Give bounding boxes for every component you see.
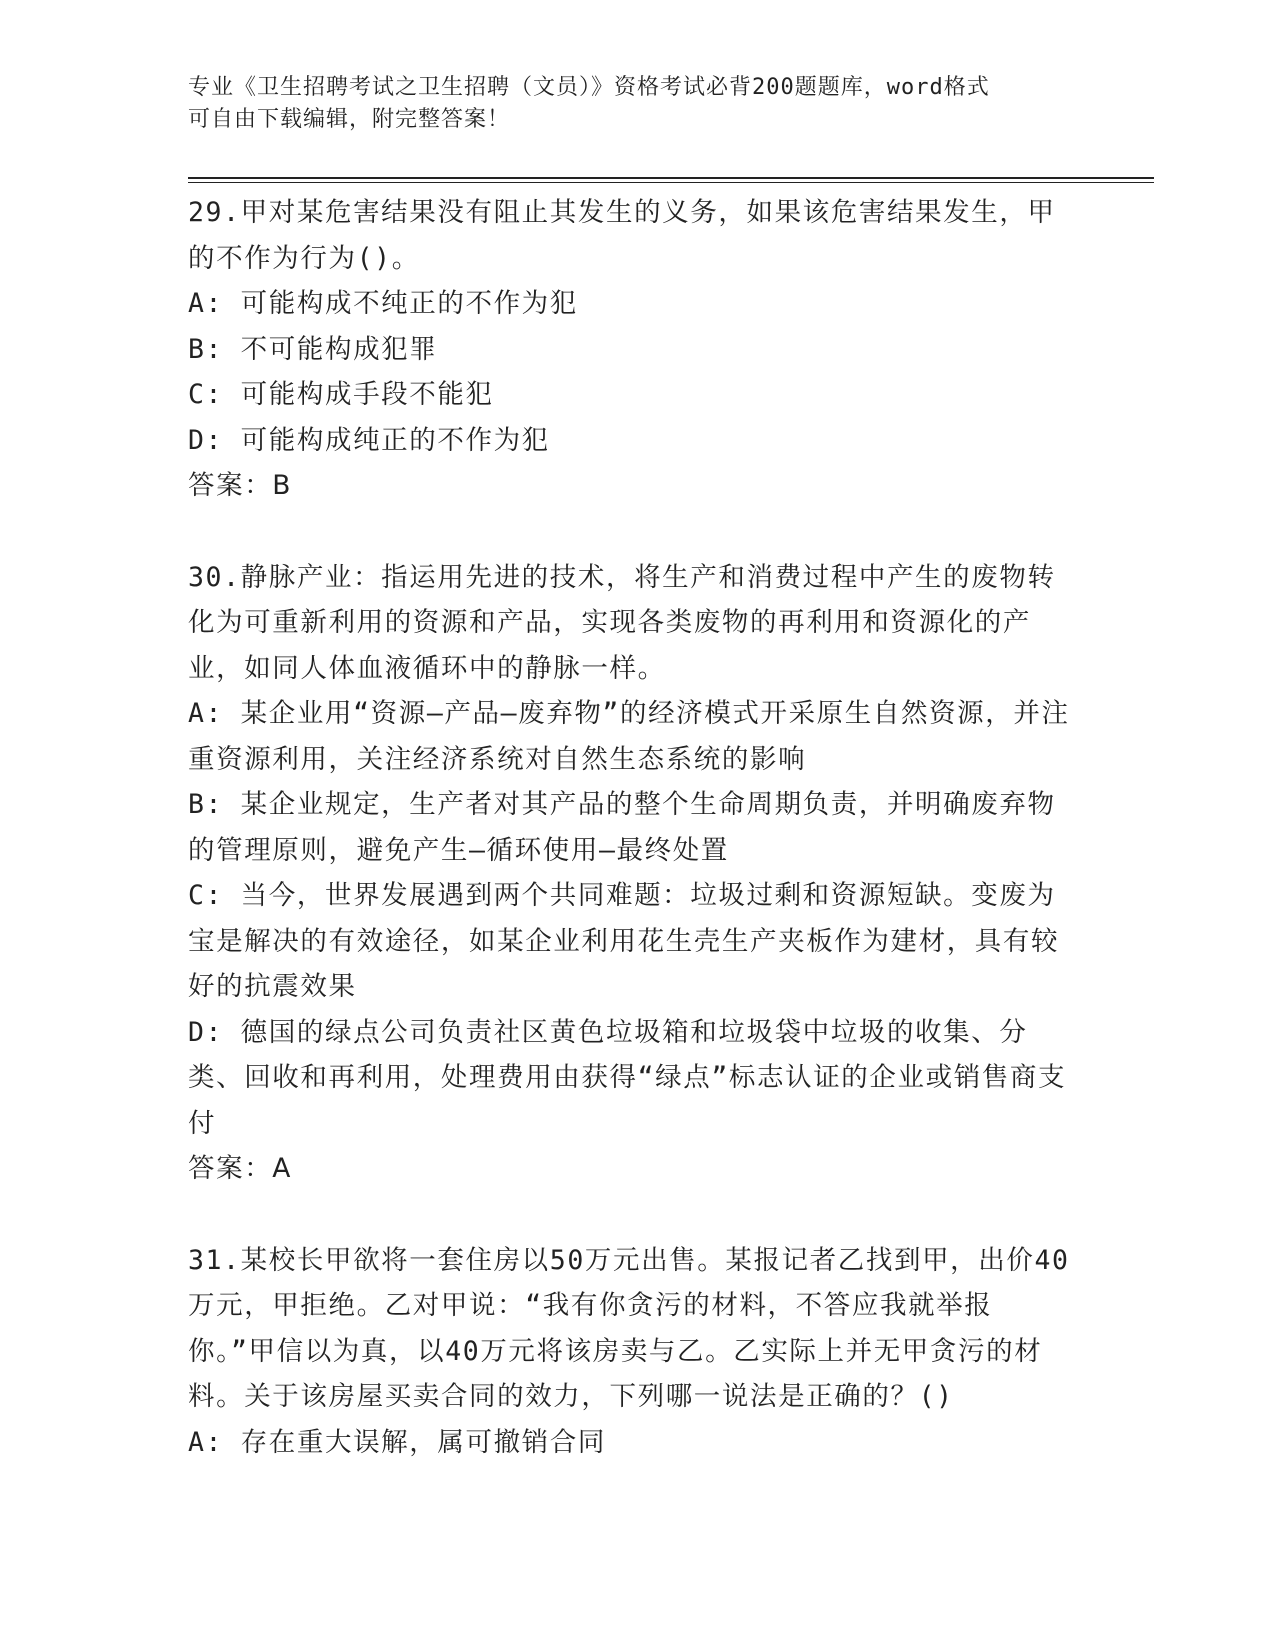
header-title-line: 专业《卫生招聘考试之卫生招聘（文员）》资格考试必背200题题库，word格式 (188, 75, 990, 100)
question-stem: 30.静脉产业：指运用先进的技术，将生产和消费过程中产生的废物转化为可重新利用的资源和产品，实现各类废物的再利用和资源化的产业，如同人体血液循环中的静脉一样。 (188, 561, 1056, 684)
question-29 (188, 190, 1078, 509)
header-subtitle-line: 可自由下载编辑，附完整答案！ (188, 107, 511, 132)
question-list (188, 190, 1078, 1465)
document-header (188, 72, 1068, 136)
question-stem: 29.甲对某危害结果没有阻止其发生的义务，如果该危害结果发生，甲的不作为行为()。 (188, 197, 1056, 274)
option-b: B: 不可能构成犯罪 (188, 333, 438, 365)
header-divider-thin (188, 182, 1154, 183)
option-c: C: 可能构成手段不能犯 (188, 379, 494, 410)
question-31 (188, 1238, 1078, 1466)
answer-line: 答案：A (188, 1153, 293, 1184)
header-divider-thick (188, 177, 1154, 179)
answer-line: 答案：B (188, 470, 293, 501)
option-a: A: 可能构成不纯正的不作为犯 (188, 288, 578, 319)
option-b: B: 某企业规定，生产者对其产品的整个生命周期负责，并明确废弃物的管理原则，避免产生—循环使用—最终处置 (188, 789, 1056, 866)
option-c: C: 当今，世界发展遇到两个共同难题：垃圾过剩和资源短缺。变废为宝是解决的有效途径，如某企业利用花生壳生产夹板作为建材，具有较好的抗震效果 (188, 880, 1060, 1002)
option-d: D: 德国的绿点公司负责社区黄色垃圾箱和垃圾袋中垃圾的收集、分类、回收和再利用，处理费用由获得“绿点”标志认证的企业或销售商支付 (188, 1016, 1067, 1139)
option-a: A: 存在重大误解，属可撤销合同 (188, 1426, 606, 1458)
question-stem: 31.某校长甲欲将一套住房以50万元出售。某报记者乙找到甲，出价40万元，甲拒绝。乙对甲说：“我有你贪污的材料，不答应我就举报你。”甲信以为真，以40万元将该房卖与乙。乙实际上并无甲贪污的材料。关于该房屋买卖合同的效力，下列哪一说法是正确的？() (188, 1244, 1070, 1412)
option-d: D: 可能构成纯正的不作为犯 (188, 424, 550, 456)
option-a: A: 某企业用“资源—产品—废弃物”的经济模式开采原生自然资源，并注重资源利用，关注经济系统对自然生态系统的影响 (188, 698, 1070, 775)
question-30 (188, 555, 1078, 1192)
